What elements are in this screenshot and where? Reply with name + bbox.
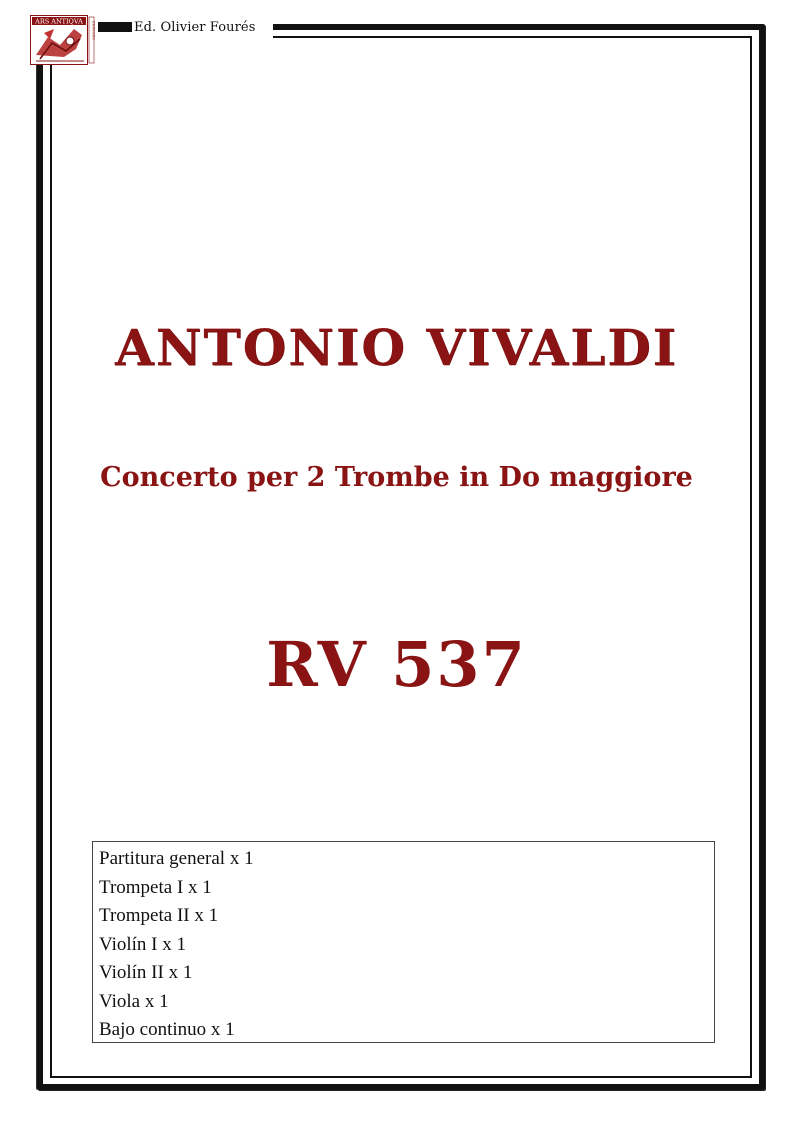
work-title: Concerto per 2 Trombe in Do maggiore [100, 462, 693, 493]
list-item: Bajo continuo x 1 [99, 1019, 235, 1040]
list-item: Viola x 1 [99, 990, 169, 1012]
publisher-logo [30, 15, 96, 65]
list-item: Partitura general x 1 [99, 848, 254, 869]
composer-name: ANTONIO VIVALDI [114, 318, 679, 377]
catalog-number: RV 537 [266, 628, 527, 701]
list-item: Violín II x 1 [99, 962, 193, 983]
editor-name: Ed. Olivier Fourés [134, 20, 256, 35]
svg-text:ARS ANTIQVA: ARS ANTIQVA [35, 17, 83, 26]
svg-text:EDITIONS: EDITIONS [91, 21, 96, 40]
ars-antiqua-logo-icon [30, 15, 96, 65]
editor-rule [98, 22, 132, 32]
list-item: Violín I x 1 [99, 933, 186, 955]
list-item: Trompeta II x 1 [99, 905, 219, 926]
parts-list [92, 841, 715, 1043]
list-item: Trompeta I x 1 [99, 876, 212, 898]
